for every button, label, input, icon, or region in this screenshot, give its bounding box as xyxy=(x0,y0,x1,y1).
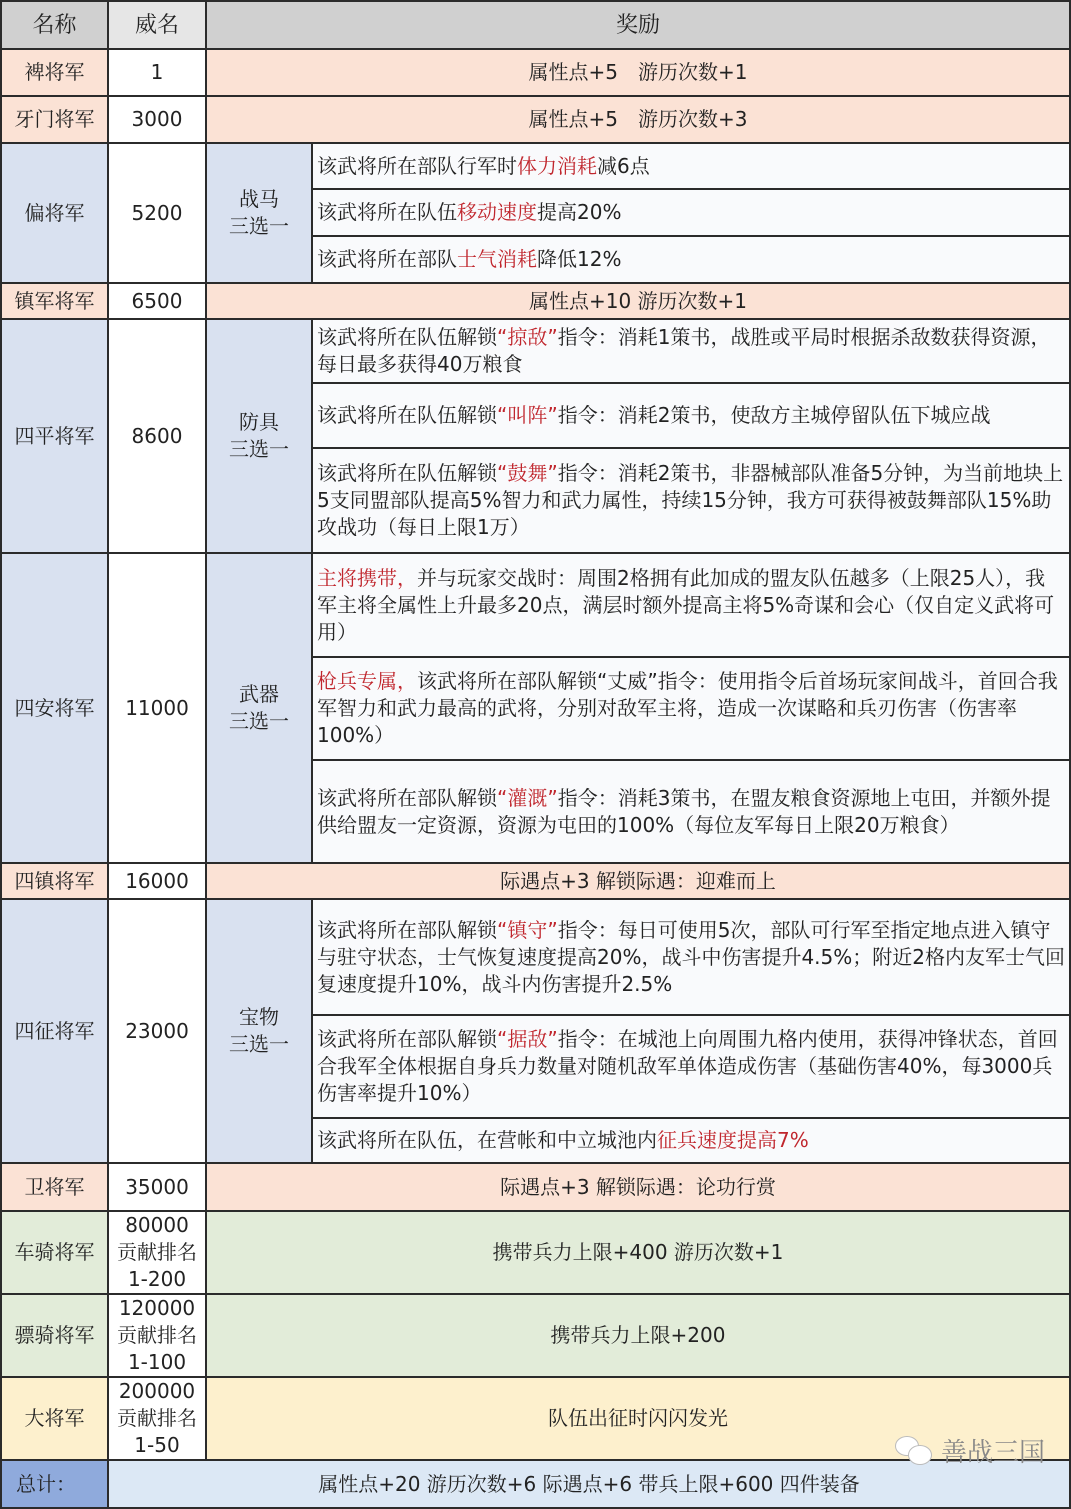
option-text xyxy=(312,143,1070,189)
option-text xyxy=(312,319,1070,383)
rank-name: 卫将军 xyxy=(1,1163,108,1211)
category-choice: 三选一 xyxy=(229,214,289,238)
option-post: 并与玩家交战时：周围2格拥有此加成的盟友队伍越多（上限25人），我军主将全属性上升最多20点，满层时额外提高主将5%奇谋和会心（仅自定义武将可用） xyxy=(317,565,1055,644)
option-highlight: “鼓舞” xyxy=(497,461,558,485)
option-highlight: 枪兵专属， xyxy=(317,669,417,693)
option-text xyxy=(312,899,1070,1015)
rank-name: 四平将军 xyxy=(1,319,108,553)
table-row xyxy=(1,283,1070,319)
equipment-category xyxy=(206,319,312,553)
rank-name: 骠骑将军 xyxy=(1,1294,108,1377)
prestige-value xyxy=(108,1211,206,1294)
prestige-value: 35000 xyxy=(108,1163,206,1211)
option-highlight: 主将携带， xyxy=(317,565,417,590)
contribution-rank-range: 1-50 xyxy=(134,1433,180,1457)
option-text xyxy=(312,383,1070,448)
option-pre: 该武将所在部队解锁 xyxy=(317,785,497,810)
prestige-value: 5200 xyxy=(108,143,206,283)
contribution-rank-label: 贡献排名 xyxy=(117,1323,197,1347)
watermark xyxy=(895,1432,1045,1469)
rank-name: 裨将军 xyxy=(1,49,108,96)
option-post: 指令：每日可使用5次，部队可行军至指定地点进入镇守与驻守状态，士气恢复速度提高20%，战斗中伤害提升4.5%；附近2格内友军士气回复速度提升10%，战斗内伤害提升2.5% xyxy=(317,917,1065,996)
option-text xyxy=(312,760,1070,863)
prestige-value: 11000 xyxy=(108,553,206,863)
header-prestige: 威名 xyxy=(108,1,206,49)
option-pre: 该武将所在部队行军时 xyxy=(317,153,517,178)
table-row xyxy=(1,319,1070,383)
wechat-icon xyxy=(895,1434,935,1468)
option-text xyxy=(312,448,1070,553)
reward-text: 队伍出征时闪闪发光 xyxy=(206,1377,1070,1460)
contribution-rank-range: 1-100 xyxy=(127,1350,187,1374)
option-highlight: 征兵速度提高7% xyxy=(657,1128,809,1152)
contribution-rank-label: 贡献排名 xyxy=(117,1240,197,1264)
reward-text: 际遇点+3 解锁际遇：论功行赏 xyxy=(206,1163,1070,1211)
watermark-text: 善战三国 xyxy=(941,1438,1046,1468)
option-post: 指令：在城池上向周围九格内使用，获得冲锋状态，首回合我军全体根据自身兵力数量对随机敌军单体造成伤害（基础伤害40%，每3000兵伤害率提升10%） xyxy=(317,1027,1058,1105)
category-type: 战马 xyxy=(239,187,279,211)
table-row xyxy=(1,143,1070,189)
total-value: 属性点+20 游历次数+6 际遇点+6 带兵上限+600 四件装备 xyxy=(108,1460,1070,1508)
option-pre: 该武将所在队伍解锁 xyxy=(317,461,497,485)
option-text xyxy=(312,657,1070,760)
prestige-value: 1 xyxy=(108,49,206,96)
option-highlight: 士气消耗 xyxy=(457,247,537,271)
option-text xyxy=(312,553,1070,657)
reward-text: 属性点+5 游历次数+3 xyxy=(206,96,1070,143)
rank-name: 牙门将军 xyxy=(1,96,108,143)
rank-name: 四安将军 xyxy=(1,553,108,863)
option-highlight: “灌溉” xyxy=(497,785,558,810)
option-pre: 该武将所在队伍解锁 xyxy=(317,325,497,349)
option-pre: 该武将所在部队解锁 xyxy=(317,1027,497,1051)
option-post: 减6点 xyxy=(597,153,650,178)
table-row xyxy=(1,96,1070,143)
reward-text: 携带兵力上限+200 xyxy=(206,1294,1070,1377)
prestige-value: 3000 xyxy=(108,96,206,143)
prestige-value: 8600 xyxy=(108,319,206,553)
total-label: 总计： xyxy=(1,1460,108,1508)
option-post: 指令：消耗2策书，非器械部队准备5分钟，为当前地块上5支同盟部队提高5%智力和武力属性，持续15分钟，我方可获得被鼓舞部队15%助攻战功（每日上限1万） xyxy=(317,461,1064,539)
prestige-value: 23000 xyxy=(108,899,206,1163)
category-type: 武器 xyxy=(239,682,279,706)
rank-name: 偏将军 xyxy=(1,143,108,283)
option-post: 该武将所在部队解锁“丈威”指令：使用指令后首场玩家间战斗，首回合我军智力和武力最高的武将，分别对敌军主将，造成一次谋略和兵刃伤害（伤害率100%） xyxy=(317,669,1058,747)
option-highlight: 体力消耗 xyxy=(517,153,597,178)
table-row xyxy=(1,899,1070,1015)
prestige-value xyxy=(108,1294,206,1377)
table-row xyxy=(1,1211,1070,1294)
option-pre: 该武将所在队伍 xyxy=(317,200,457,224)
contribution-rank-range: 1-200 xyxy=(127,1267,187,1291)
prestige-value: 16000 xyxy=(108,863,206,899)
option-post: 指令：消耗2策书，使敌方主城停留队伍下城应战 xyxy=(557,403,991,427)
category-choice: 三选一 xyxy=(229,437,289,461)
table-row xyxy=(1,1294,1070,1377)
reward-text: 属性点+5 游历次数+1 xyxy=(206,49,1070,96)
option-text xyxy=(312,1118,1070,1163)
rank-name: 四征将军 xyxy=(1,899,108,1163)
rank-name: 镇军将军 xyxy=(1,283,108,319)
option-highlight: “叫阵” xyxy=(497,403,558,427)
option-pre: 该武将所在队伍解锁 xyxy=(317,403,497,427)
option-post: 指令：消耗3策书，在盟友粮食资源地上屯田，并额外提供给盟友一定资源，资源为屯田的100%（每位友军每日上限20万粮食） xyxy=(317,785,1051,837)
option-post: 提高20% xyxy=(537,200,622,224)
option-post: 指令：消耗1策书，战胜或平局时根据杀敌数获得资源，每日最多获得40万粮食 xyxy=(317,325,1051,376)
category-choice: 三选一 xyxy=(229,1032,289,1056)
option-text xyxy=(312,236,1070,283)
prestige-number: 200000 xyxy=(118,1379,196,1403)
table-row xyxy=(1,863,1070,899)
option-highlight: 移动速度 xyxy=(457,200,537,224)
option-highlight: “掠敌” xyxy=(497,325,558,349)
table-row xyxy=(1,1163,1070,1211)
rank-name: 车骑将军 xyxy=(1,1211,108,1294)
prestige-number: 80000 xyxy=(125,1213,189,1237)
prestige-value xyxy=(108,1377,206,1460)
category-choice: 三选一 xyxy=(229,709,289,733)
equipment-category xyxy=(206,143,312,283)
table-row xyxy=(1,49,1070,96)
option-post: 降低12% xyxy=(537,247,622,271)
option-highlight: “据敌” xyxy=(497,1027,558,1051)
reward-text: 属性点+10 游历次数+1 xyxy=(206,283,1070,319)
option-pre: 该武将所在部队解锁 xyxy=(317,917,497,942)
table-row xyxy=(1,553,1070,657)
prestige-value: 6500 xyxy=(108,283,206,319)
equipment-category xyxy=(206,553,312,863)
rank-name: 四镇将军 xyxy=(1,863,108,899)
option-text xyxy=(312,1015,1070,1118)
option-pre: 该武将所在部队 xyxy=(317,247,457,271)
category-type: 防具 xyxy=(239,410,279,434)
rank-name: 大将军 xyxy=(1,1377,108,1460)
header-reward: 奖励 xyxy=(206,1,1070,49)
equipment-category xyxy=(206,899,312,1163)
reward-text: 携带兵力上限+400 游历次数+1 xyxy=(206,1211,1070,1294)
contribution-rank-label: 贡献排名 xyxy=(117,1406,197,1430)
reward-text: 际遇点+3 解锁际遇：迎难而上 xyxy=(206,863,1070,899)
header-row xyxy=(1,1,1070,49)
category-type: 宝物 xyxy=(239,1005,279,1029)
option-pre: 该武将所在队伍，在营帐和中立城池内 xyxy=(317,1128,657,1152)
header-name: 名称 xyxy=(1,1,108,49)
option-text xyxy=(312,189,1070,236)
option-highlight: “镇守” xyxy=(497,917,558,942)
prestige-number: 120000 xyxy=(118,1296,196,1320)
